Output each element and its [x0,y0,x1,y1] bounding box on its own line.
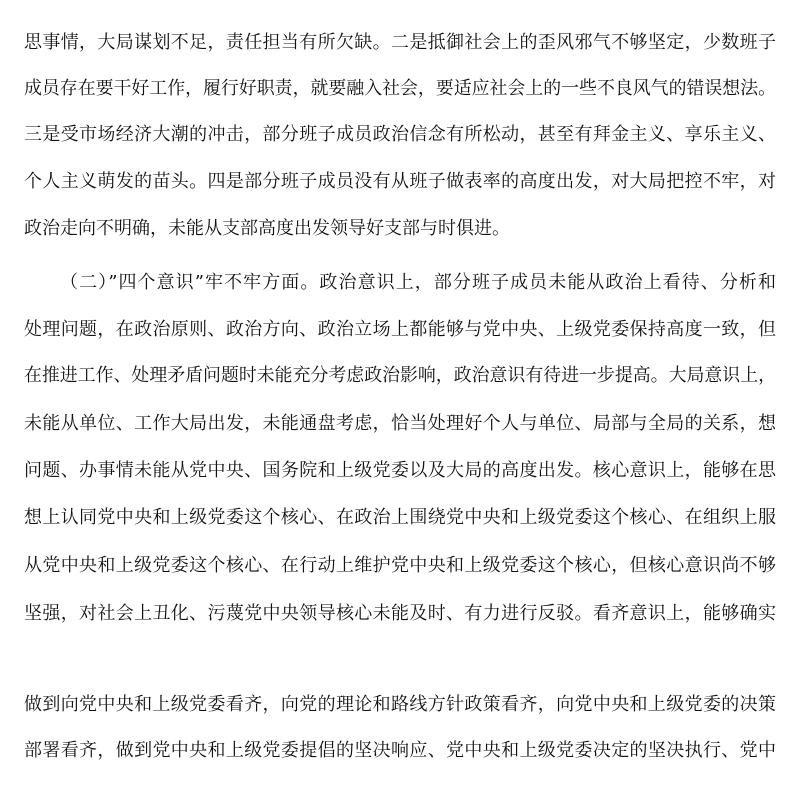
text-line: 问题、办事情未能从党中央、国务院和上级党委以及大局的高度出发。核心意识上，能够在思 [24,460,776,481]
text-line: 做到向党中央和上级党委看齐，向党的理论和路线方针政策看齐，向党中央和上级党委的决策 [24,694,776,715]
text-line: 个人主义萌发的苗头。四是部分班子成员没有从班子做表率的高度出发，对大局把控不牢，对 [24,171,776,192]
text-line: 成员存在要干好工作，履行好职责，就要融入社会，要适应社会上的一些不良风气的错误想法。 [24,78,776,99]
text-line: 部署看齐，做到党中央和上级党委提倡的坚决响应、党中央和上级党委决定的坚决执行、党中 [24,740,776,761]
text-line: 坚强，对社会上丑化、污蔑党中央领导核心未能及时、有力进行反驳。看齐意识上，能够确实 [24,603,776,624]
text-line: 三是受市场经济大潮的冲击，部分班子成员政治信念有所松动，甚至有拜金主义、享乐主义、 [24,124,776,145]
text-line: 从党中央和上级党委这个核心、在行动上维护党中央和上级党委这个核心，但核心意识尚不够 [24,555,776,576]
text-line: 未能从单位、工作大局出发，未能通盘考虑，恰当处理好个人与单位、局部与全局的关系，想 [24,413,776,434]
text-line: 政治走向不明确，未能从支部高度出发领导好支部与时俱进。 [24,218,510,239]
text-line: （二）”四个意识”牢不牢方面。政治意识上，部分班子成员未能从政治上看待、分析和 [60,272,776,293]
text-line: 在推进工作、处理矛盾问题时未能充分考虑政治影响，政治意识有待进一步提高。大局意识上， [24,365,776,386]
text-line: 思事情，大局谋划不足，责任担当有所欠缺。二是抵御社会上的歪风邪气不够坚定，少数班子 [24,32,776,53]
text-line: 处理问题，在政治原则、政治方向、政治立场上都能够与党中央、上级党委保持高度一致，但 [24,319,776,340]
text-line: 想上认同党中央和上级党委这个核心、在政治上围绕党中央和上级党委这个核心、在组织上服 [24,507,776,528]
